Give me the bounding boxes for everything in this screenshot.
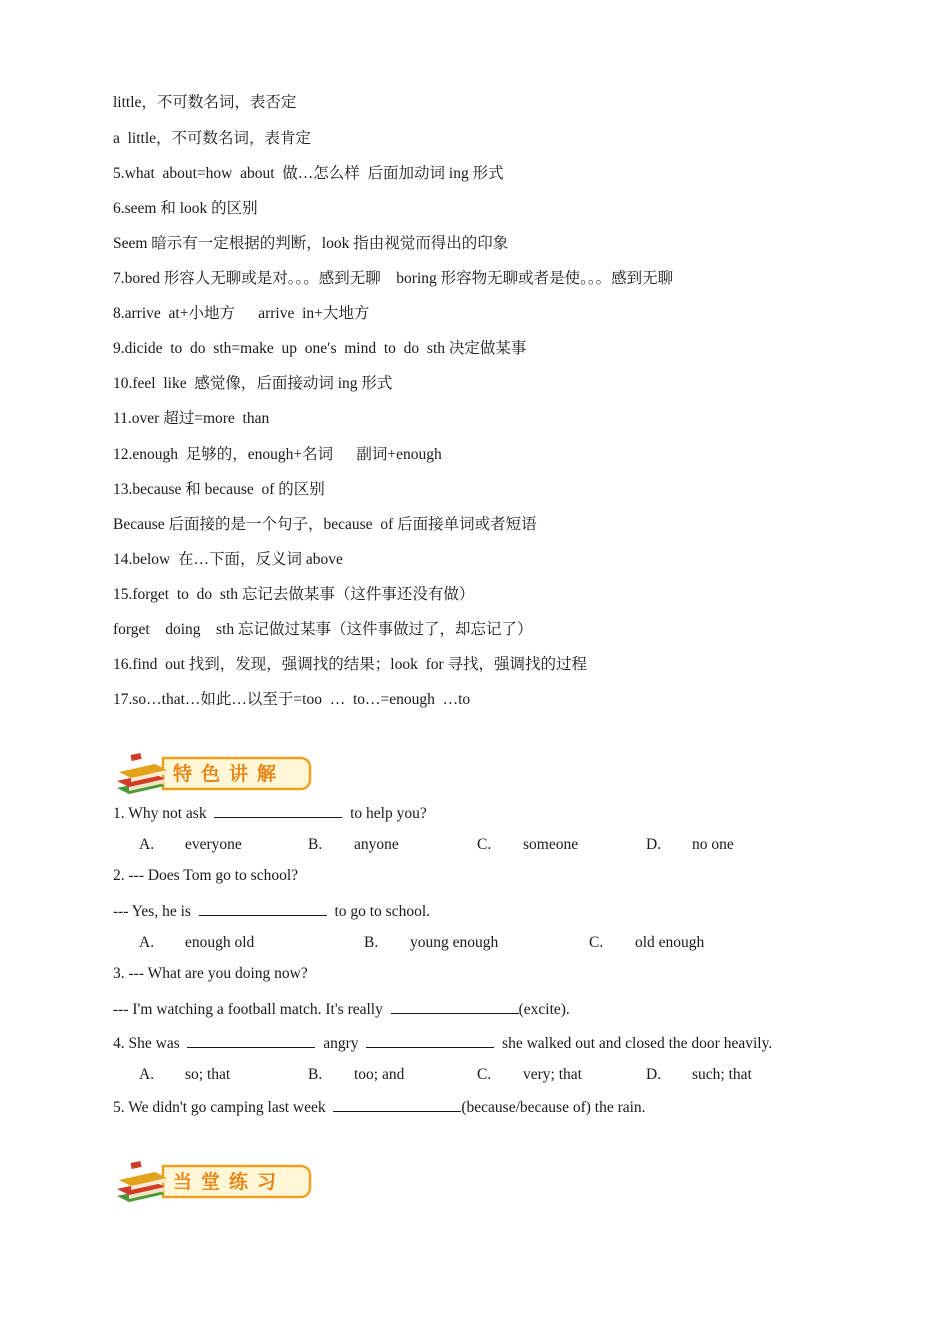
option-label: A. [139, 836, 155, 853]
option-text: very; that [523, 1066, 582, 1083]
question-2-prompt: 2. --- Does Tom go to school? [113, 867, 299, 884]
option-label: A. [139, 1066, 155, 1083]
note-line: 5.what about=how about 做…怎么样 后面加动词 ing 形式 [113, 165, 504, 182]
note-line: Because 后面接的是一个句子，because of 后面接单词或者短语 [113, 516, 537, 533]
option-label: B. [308, 1066, 323, 1083]
question-1: 1. Why not ask to help you? [113, 805, 427, 822]
note-line: 13.because 和 because of 的区别 [113, 481, 325, 498]
section-banner-featured [113, 750, 313, 798]
note-line: Seem 暗示有一定根据的判断，look 指由视觉而得出的印象 [113, 235, 509, 252]
option-label: B. [308, 836, 323, 853]
option-text: anyone [354, 836, 399, 853]
question-3-prompt: 3. --- What are you doing now? [113, 965, 308, 982]
answer-blank[interactable] [187, 1033, 315, 1048]
option-label: C. [477, 836, 492, 853]
note-line: 12.enough 足够的，enough+名词 副词+enough [113, 446, 442, 463]
note-line: 14.below 在…下面，反义词 above [113, 551, 343, 568]
section-title: 当堂练习 [173, 1171, 286, 1193]
option-text: young enough [410, 934, 499, 951]
answer-blank[interactable] [366, 1033, 494, 1048]
option-text: no one [692, 836, 734, 853]
note-line: 17.so…that…如此…以至于=too … to…=enough …to [113, 691, 471, 708]
option-label: D. [646, 1066, 662, 1083]
note-line: 11.over 超过=more than [113, 410, 270, 427]
note-line: a little，不可数名词，表肯定 [113, 130, 312, 147]
option-label: D. [646, 836, 662, 853]
question-5: 5. We didn't go camping last week (because/because of) the rain. [113, 1099, 646, 1116]
option-text: everyone [185, 836, 242, 853]
note-line: 8.arrive at+小地方 arrive in+大地方 [113, 305, 370, 322]
option-label: B. [364, 934, 379, 951]
note-line: 15.forget to do sth 忘记去做某事（这件事还没有做） [113, 586, 475, 603]
option-label: C. [477, 1066, 492, 1083]
option-label: A. [139, 934, 155, 951]
option-text: enough old [185, 934, 255, 951]
note-line: 9.dicide to do sth=make up one′s mind to do sth 决定做某事 [113, 340, 527, 357]
note-line: little，不可数名词，表否定 [113, 94, 297, 111]
note-line: 6.seem 和 look 的区别 [113, 200, 258, 217]
question-2: --- Yes, he is to go to school. [113, 903, 431, 920]
answer-blank[interactable] [199, 901, 327, 916]
section-title: 特色讲解 [173, 763, 286, 785]
option-text: so; that [185, 1066, 231, 1083]
question-3: --- I'm watching a football match. It's really (excite). [113, 1001, 570, 1018]
section-banner-practice [113, 1158, 313, 1206]
answer-blank[interactable] [333, 1097, 461, 1112]
option-text: such; that [692, 1066, 752, 1083]
option-label: C. [589, 934, 604, 951]
note-line: 10.feel like 感觉像，后面接动词 ing 形式 [113, 375, 393, 392]
answer-blank[interactable] [214, 803, 342, 818]
question-4: 4. She was angry she walked out and closed the door heavily. [113, 1035, 773, 1052]
option-text: old enough [635, 934, 705, 951]
answer-blank[interactable] [391, 999, 519, 1014]
note-line: forget doing sth 忘记做过某事（这件事做过了，却忘记了） [113, 621, 533, 638]
note-line: 16.find out 找到，发现，强调找的结果；look for 寻找，强调找的过程 [113, 656, 588, 673]
option-text: too; and [354, 1066, 405, 1083]
note-line: 7.bored 形容人无聊或是对。。。感到无聊 boring 形容物无聊或者是使。。。感到无聊 [113, 270, 674, 287]
option-text: someone [523, 836, 579, 853]
